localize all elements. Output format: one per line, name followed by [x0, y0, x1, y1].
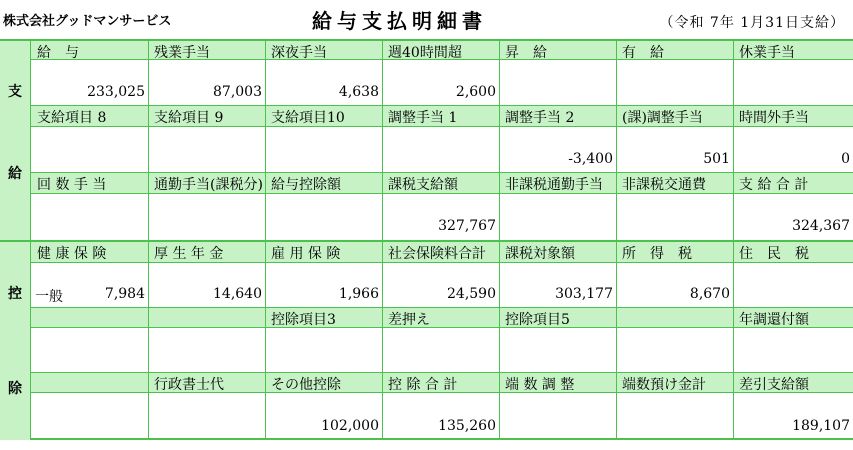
payments-row1-value-1: 87,003 — [213, 84, 262, 100]
document-title: 給与支払明細書 — [312, 9, 487, 33]
payments-row2-label-4: 調整手当 2 — [505, 110, 575, 126]
deductions-row1-label-3: 社会保険料合計 — [388, 246, 486, 262]
payments-row3-value-3: 327,767 — [438, 218, 496, 234]
section-char-deduction: 控 — [8, 286, 22, 302]
payments-row3-label-6: 支 給 合 計 — [739, 177, 809, 193]
deductions-row1-label-2: 雇 用 保 険 — [271, 246, 341, 262]
deductions-row3-value-3: 135,260 — [438, 418, 496, 434]
deductions-row1-value-2: 1,966 — [338, 286, 379, 302]
payments-row1-value-2: 4,638 — [338, 84, 379, 100]
deductions-row3-label-5: 端数預け金計 — [622, 377, 706, 393]
deductions-row1-value-3: 24,590 — [447, 286, 496, 302]
payments-row1-label-2: 深夜手当 — [271, 45, 327, 61]
pay-date: （令和 7年 1月31日支給） — [659, 15, 845, 31]
section-divider — [0, 240, 853, 242]
payments-row3-value-6: 324,367 — [792, 218, 850, 234]
column-divider — [382, 41, 383, 440]
payments-row3-label-0: 回 数 手 当 — [37, 177, 107, 193]
deductions-row3-label-4: 端 数 調 整 — [505, 377, 575, 393]
deductions-row1-value-0: 7,984 — [104, 286, 145, 302]
payslip-table — [0, 39, 853, 440]
deductions-row3-label-2: その他控除 — [271, 377, 341, 393]
section-char-deduction: 除 — [8, 381, 22, 397]
deductions-row2-label-6: 年調還付額 — [739, 312, 809, 328]
section-char-payment: 給 — [8, 166, 22, 182]
payments-row2-value-6: 0 — [841, 151, 850, 167]
section-char-payment: 支 — [8, 84, 22, 100]
health-insurance-type: 一般 — [35, 289, 63, 305]
row-divider — [31, 105, 853, 106]
payments-row1-label-3: 週40時間超 — [388, 45, 462, 61]
deductions-row1-label-5: 所 得 税 — [622, 246, 692, 262]
payments-row1-value-0: 233,025 — [87, 84, 145, 100]
payments-row3-label-2: 給与控除額 — [271, 177, 341, 193]
deductions-row1-label-4: 課税対象額 — [505, 246, 575, 262]
deductions-row2-label-2: 控除項目3 — [271, 312, 336, 328]
row-divider — [31, 172, 853, 173]
row-divider — [31, 372, 853, 373]
deductions-row3-label-6: 差引支給額 — [739, 377, 809, 393]
payments-row1-label-1: 残業手当 — [154, 45, 210, 61]
payments-row1-label-0: 給 与 — [37, 45, 79, 61]
deductions-row1-label-1: 厚 生 年 金 — [154, 246, 224, 262]
payments-row2-label-0: 支給項目 8 — [37, 110, 107, 126]
label-row-bg — [31, 308, 853, 327]
payments-side-bar — [0, 41, 31, 240]
payments-row2-label-2: 支給項目10 — [271, 110, 345, 126]
column-divider — [616, 41, 617, 440]
payments-row3-label-3: 課税支給額 — [388, 177, 458, 193]
deductions-row3-value-2: 102,000 — [321, 418, 379, 434]
payments-row2-label-5: (課)調整手当 — [622, 110, 703, 126]
deductions-row1-value-5: 8,670 — [689, 286, 730, 302]
payments-row1-label-4: 昇 給 — [505, 45, 547, 61]
column-divider — [733, 41, 734, 440]
deductions-row3-label-3: 控 除 合 計 — [388, 377, 458, 393]
payments-row2-label-1: 支給項目 9 — [154, 110, 224, 126]
deductions-row1-label-0: 健 康 保 険 — [37, 246, 107, 262]
deductions-row3-label-1: 行政書士代 — [154, 377, 224, 393]
label-divider — [31, 327, 853, 328]
payments-row1-value-3: 2,600 — [455, 84, 496, 100]
company-name: 株式会社グッドマンサービス — [3, 14, 172, 29]
deductions-row1-value-1: 14,640 — [213, 286, 262, 302]
deductions-row2-label-4: 控除項目5 — [505, 312, 570, 328]
payments-row2-value-5: 501 — [703, 151, 730, 167]
column-divider — [148, 41, 149, 440]
payments-row3-label-1: 通勤手当(課税分) — [154, 177, 263, 193]
deductions-row3-value-6: 189,107 — [792, 418, 850, 434]
deductions-row1-label-6: 住 民 税 — [739, 246, 809, 262]
deductions-side-bar — [0, 242, 31, 440]
row-divider — [31, 307, 853, 308]
payments-row2-value-4: -3,400 — [568, 151, 613, 167]
deductions-row2-label-3: 差押え — [388, 312, 430, 328]
payments-row3-label-4: 非課税通勤手当 — [505, 177, 603, 193]
column-divider — [499, 41, 500, 440]
payments-row1-label-5: 有 給 — [622, 45, 664, 61]
payments-row1-label-6: 休業手当 — [739, 45, 795, 61]
payments-row3-label-5: 非課税交通費 — [622, 177, 706, 193]
column-divider — [265, 41, 266, 440]
deductions-row1-value-4: 303,177 — [555, 286, 613, 302]
header — [0, 0, 853, 40]
payments-row2-label-6: 時間外手当 — [739, 110, 809, 126]
payments-row2-label-3: 調整手当 1 — [388, 110, 458, 126]
